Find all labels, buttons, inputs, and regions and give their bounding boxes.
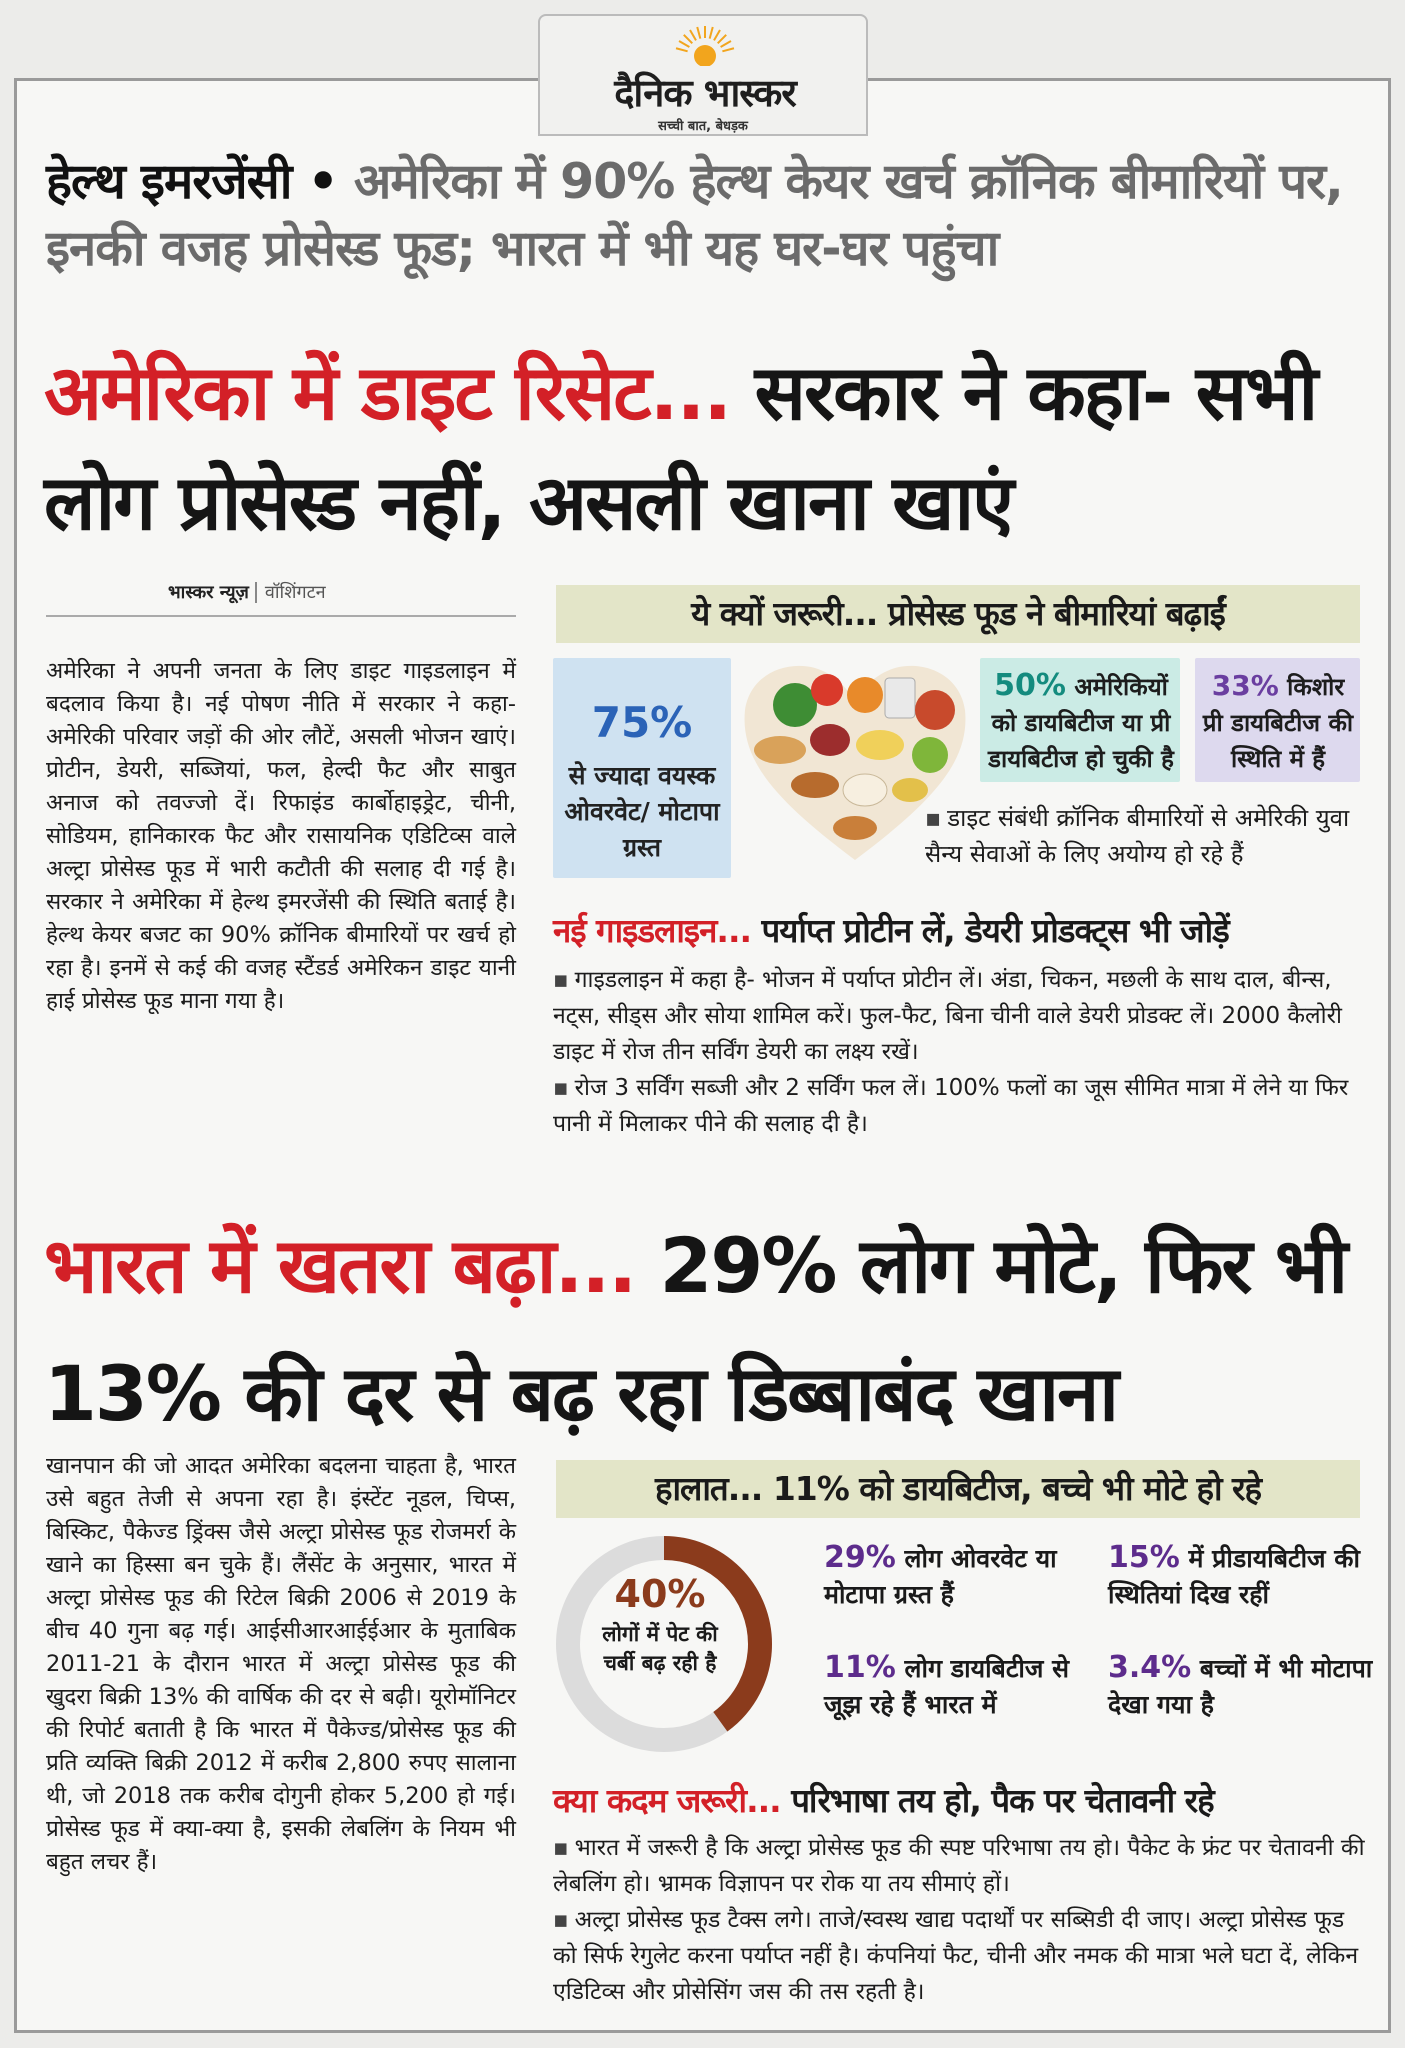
guideline-subhead-rest: पर्याप्त प्रोटीन लें, डेयरी प्रोडक्ट्स भी जोड़ें [751, 911, 1229, 950]
headline-america-red: अमेरिका में डाइट रिसेट... [44, 348, 731, 437]
stat-diabetes-us [988, 668, 1174, 777]
brand-tagline: सच्ची बात, बेधड़क [658, 119, 748, 134]
byline-city: वॉशिंगटन [255, 582, 326, 603]
steps-bullet-1-text: भारत में जरूरी है कि अल्ट्रा प्रोसेस्ड फूड की स्पष्ट परिभाषा तय हो। पैकेट के फ्रंट पर चेतावनी की लेबलिंग हो। भ्रामक विज्ञापन पर रोक या तय सीमाएं हों। [553, 1835, 1365, 1897]
stat-teens-text: किशोर प्री डायबिटीज की स्थिति में हैं [1202, 673, 1354, 773]
stat-card-adults [553, 658, 731, 878]
stat-prediabetes-text: में प्रीडायबिटीज की स्थितियां दिख रहीं [1108, 1544, 1360, 1609]
stat-belly-text: लोगों में पेट की चर्बी बढ़ रही है [602, 1622, 718, 1675]
guideline-body [553, 962, 1365, 1142]
stat-prediabetes-num: 15% [1108, 1540, 1180, 1575]
stat-adults-num: 75% [591, 698, 693, 747]
stat-card-diabetes-us [980, 658, 1180, 782]
guideline-bullet-1-text: गाइडलाइन में कहा है- भोजन में पर्याप्त प्रोटीन लें। अंडा, चिकन, मछली के साथ दाल, बीन्स, नट्स, सीड्स और सोया शामिल करें। फुल-फैट, बिना चीनी वाले डेयरी प्रोडक्ट लें। 2000 कैलोरी डाइट में रोज तीन सर्विंग डेयरी का लक्ष्य रखें। [553, 967, 1342, 1065]
stat-diabetes-us-text: अमेरिकियों को डायबिटीज या प्री डायबिटीज हो चुकी है [988, 673, 1174, 773]
stat-prediabetes [1108, 1540, 1373, 1613]
steps-bullet-2-text: अल्ट्रा प्रोसेस्ड फूड टैक्स लगे। ताजे/स्वस्थ खाद्य पदार्थों पर सब्सिडी दी जाए। अल्ट्रा प्रोसेस्ड फूड को सिर्फ रेगुलेट करना पर्याप्त नहीं है। कंपनियां फैट, चीनी और नमक की मात्रा भले घटा दें, लेकिन एडिटिव्स और प्रोसेसिंग जस की तस रहती है। [553, 1907, 1359, 2005]
stat-diabetes-india-text: लोग डायबिटीज से जूझ रहे हैं भारत में [824, 1654, 1070, 1719]
stat-diabetes-india-num: 11% [824, 1650, 896, 1685]
story-india: खानपान की जो आदत अमेरिका बदलना चाहता है, भारत उसे बहुत तेजी से अपना रहा है। इंस्टेंट नूडल, चिप्स, बिस्किट, पैकेज्ड ड्रिंक्स जैसे अल्ट्रा प्रोसेस्ड फूड रोजमर्रा के खाने का हिस्सा बन चुके हैं। लैंसेंट के अनुसार, भारत में अल्ट्रा प्रोसेस्ड फूड की रिटेल बिक्री 2006 से 2019 के बीच 40 गुना बढ़ गई। आईसीआरआईईआर के मुताबिक 2011-21 के दौरान भारत में अल्ट्रा प्रोसेस्ड फूड की खुदरा बिक्री 13% की वार्षिक की दर से बढ़ी। यूरोमॉनिटर की रिपोर्ट बताती है कि भारत में पैकेज्ड/प्रोसेस्ड फूड की प्रति व्यक्ति बिक्री 2012 में करीब 2,800 रुपए सालाना थी, जो 2018 तक करीब दोगुनी होकर 5,200 हो गई। प्रोसेस्ड फूड में क्या-क्या है, इसकी लेबलिंग के नियम भी बहुत लचर हैं। [46, 1453, 516, 1875]
stat-teens-num: 33% [1211, 669, 1279, 702]
headline-india-rest: 29% लोग मोटे, फिर भी 13% की दर से बढ़ रहा डिब्बाबंद खाना [44, 1221, 1347, 1438]
kicker-label: हेल्थ इमरजेंसी • [46, 153, 338, 210]
headline-india-red: भारत में खतरा बढ़ा... [44, 1221, 636, 1310]
stat-overweight-text: लोग ओवरवेट या मोटापा ग्रस्त हैं [824, 1544, 1057, 1609]
byline-agency: भास्कर न्यूज़ [168, 582, 249, 603]
brand-name: दैनिक भास्कर [614, 71, 796, 115]
byline [168, 580, 326, 604]
stat-children-text: बच्चों में भी मोटापा देखा गया है [1108, 1654, 1373, 1719]
kicker [46, 148, 1366, 282]
guideline-subhead [553, 908, 1373, 954]
byline-divider [46, 615, 516, 617]
military-note [925, 800, 1365, 872]
bullet-icon [553, 967, 575, 993]
military-note-text: डाइट संबंधी क्रॉनिक बीमारियों से अमेरिकी युवा सैन्य सेवाओं के लिए अयोग्य हो रहे हैं [925, 804, 1350, 868]
stat-card-teens [1195, 658, 1360, 782]
why-bar: ये क्यों जरूरी... प्रोसेस्ड फूड ने बीमारियां बढ़ाईं [556, 585, 1360, 643]
guideline-bullet-2-text: रोज 3 सर्विंग सब्जी और 2 सर्विंग फल लें। 100% फलों का जूस सीमित मात्रा में लेने या फिर पानी में मिलाकर पीने की सलाह दी है। [553, 1075, 1349, 1137]
guideline-bullet-2 [553, 1070, 1365, 1142]
headline-america-rest: सरकार ने कहा- सभी लोग प्रोसेस्ड नहीं, असली खाना खाएं [44, 348, 1317, 547]
stat-overweight-num: 29% [824, 1540, 896, 1575]
stat-diabetes-india [824, 1650, 1094, 1723]
stat-adults-text: से ज्यादा वयस्क ओवरवेट/ मोटापा ग्रस्त [564, 761, 720, 862]
stat-children [1108, 1650, 1373, 1723]
condition-bar: हालात... 11% को डायबिटीज, बच्चे भी मोटे हो रहे [556, 1460, 1360, 1518]
sun-logo-icon [673, 24, 737, 66]
bullet-icon [553, 1835, 575, 1861]
headline-america [44, 338, 1374, 558]
headline-india [44, 1202, 1374, 1458]
stat-teens [1201, 668, 1355, 777]
steps-body [553, 1830, 1365, 2010]
steps-subhead [553, 1778, 1373, 1824]
bullet-icon [925, 804, 947, 832]
guideline-subhead-red: नई गाइडलाइन... [553, 911, 752, 950]
stat-belly-num: 40% [614, 1572, 706, 1616]
guideline-bullet-1 [553, 962, 1365, 1070]
steps-subhead-red: क्या कदम जरूरी... [553, 1781, 781, 1820]
stat-children-num: 3.4% [1108, 1650, 1192, 1685]
story-america: अमेरिका ने अपनी जनता के लिए डाइट गाइडलाइन में बदलाव किया है। नई पोषण नीति में सरकार ने कहा- अमेरिकी परिवार जड़ों की ओर लौटें, असली भोजन खाएं। प्रोटीन, डेयरी, सब्जियां, फल, हेल्दी फैट और साबुत अनाज को तवज्जो दें। रिफाइंड कार्बोहाइड्रेट, चीनी, सोडियम, हानिकारक फैट और रासायनिक एडिटिव्स वाले अल्ट्रा प्रोसेस्ड फूड में भारी कटौती की सलाह दी गई है। सरकार ने अमेरिका में हेल्थ इमरजेंसी की स्थिति बताई है। हेल्थ केयर बजट का 90% क्रॉनिक बीमारियों पर खर्च हो रहा है। इनमें से कई की वजह स्टैंडर्ड अमेरिकन डाइट यानी हाई प्रोसेस्ड फूड माना गया है। [46, 658, 516, 1014]
steps-subhead-rest: परिभाषा तय हो, पैक पर चेतावनी रहे [780, 1781, 1214, 1820]
stat-diabetes-us-num: 50% [994, 668, 1066, 703]
bullet-icon [553, 1075, 575, 1101]
stat-overweight [824, 1540, 1094, 1613]
masthead [538, 14, 868, 136]
steps-bullet-1 [553, 1830, 1365, 1902]
kicker-text: अमेरिका में 90% हेल्थ केयर खर्च क्रॉनिक बीमारियों पर, इनकी वजह प्रोसेस्ड फूड; भारत में भी यह घर-घर पहुंचा [46, 153, 1343, 277]
bullet-icon [553, 1907, 575, 1933]
steps-bullet-2 [553, 1902, 1365, 2010]
